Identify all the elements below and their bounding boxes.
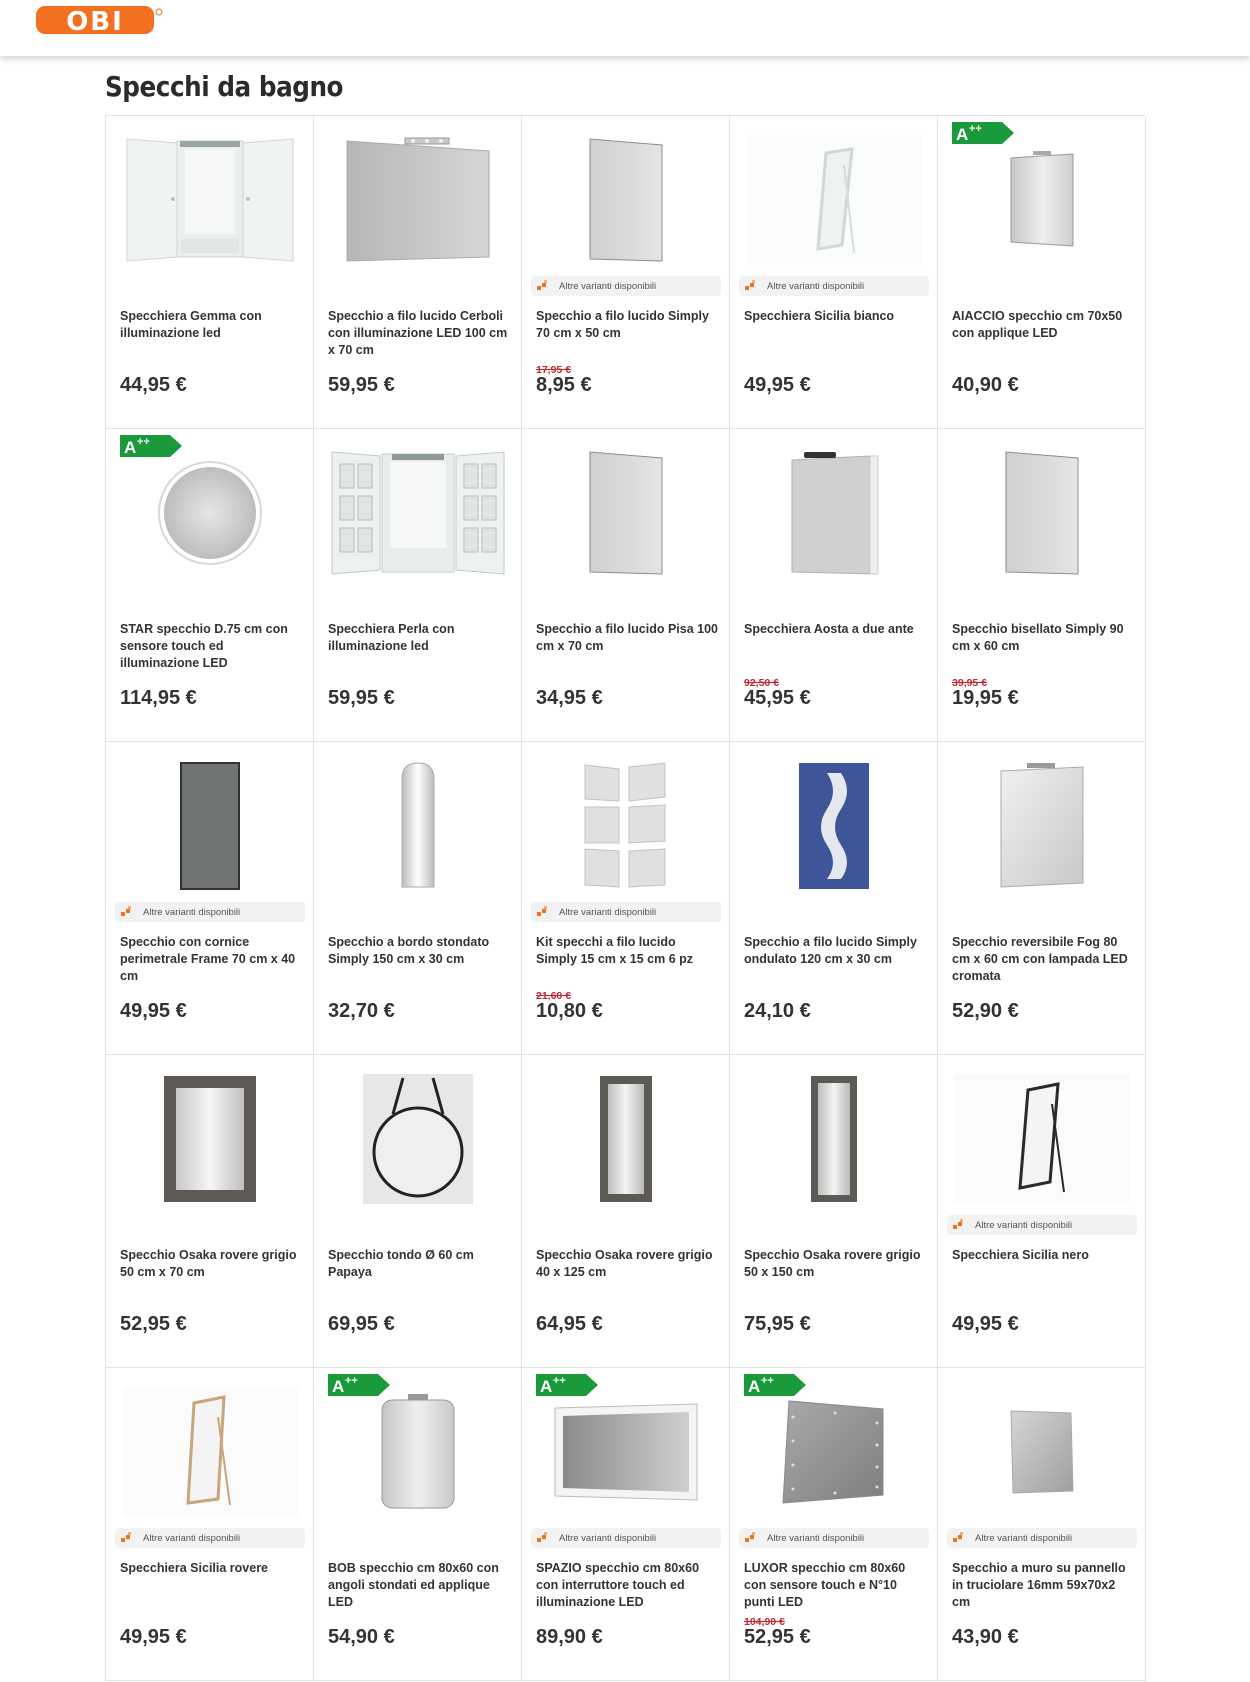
product-price: 52,90 € [952, 1000, 1019, 1022]
svg-text:++: ++ [345, 1375, 358, 1387]
product-image[interactable] [744, 1067, 924, 1210]
product-image[interactable] [328, 128, 508, 271]
product-name[interactable]: Specchiera Sicilia nero [952, 1248, 1089, 1262]
svg-text:OBI: OBI [66, 7, 124, 36]
product-image[interactable] [536, 128, 716, 271]
old-price: 104,90 € [744, 1616, 785, 1628]
product-price: 59,95 € [328, 687, 395, 709]
product-image[interactable] [536, 754, 716, 897]
svg-text:A: A [332, 1377, 345, 1396]
product-price: 59,95 € [328, 374, 395, 396]
svg-text:++: ++ [137, 436, 150, 448]
product-card[interactable] [938, 1368, 1146, 1681]
variants-badge[interactable] [531, 902, 721, 922]
variants-text: Altre varianti disponibili [143, 906, 241, 918]
product-card[interactable] [938, 742, 1146, 1055]
product-card[interactable] [106, 1055, 314, 1368]
product-price: 49,95 € [952, 1313, 1019, 1335]
product-name[interactable]: Specchio a bordo stondato Simply 150 cm x 30 cm [328, 935, 490, 966]
product-card[interactable] [938, 116, 1146, 429]
product-price: 45,95 € [744, 687, 811, 709]
product-image[interactable] [536, 1067, 716, 1210]
variants-text: Altre varianti disponibili [975, 1532, 1073, 1544]
variants-text: Altre varianti disponibili [143, 1532, 241, 1544]
site-header [0, 0, 1250, 56]
product-name[interactable]: Specchio a filo lucido Simply 70 cm x 50 cm [536, 309, 709, 340]
product-name[interactable]: Specchio tondo Ø 60 cm Papaya [328, 1248, 474, 1279]
product-name[interactable]: Specchiera Perla con illuminazione led [328, 622, 455, 653]
product-card[interactable] [730, 1368, 938, 1681]
product-name[interactable]: AIACCIO specchio cm 70x50 con applique LED [952, 309, 1123, 340]
product-name[interactable]: Specchiera Sicilia bianco [744, 309, 895, 323]
product-grid [105, 115, 1145, 1681]
variants-icon [537, 280, 548, 291]
variants-icon [537, 1532, 548, 1543]
old-price: 92,50 € [744, 677, 780, 689]
variants-icon [953, 1532, 964, 1543]
variants-text: Altre varianti disponibili [975, 1219, 1073, 1231]
product-card[interactable] [522, 116, 730, 429]
product-price: 114,95 € [120, 687, 197, 709]
product-card[interactable] [314, 429, 522, 742]
product-price: 34,95 € [536, 687, 603, 709]
product-image[interactable] [120, 128, 300, 271]
product-image[interactable] [744, 754, 924, 897]
product-card[interactable] [106, 116, 314, 429]
product-image[interactable] [952, 128, 1132, 271]
product-name[interactable]: Specchio a filo lucido Cerboli con illuminazione LED 100 cm x 70 cm [328, 309, 508, 357]
svg-text:A: A [124, 438, 137, 457]
product-card[interactable] [314, 116, 522, 429]
product-name[interactable]: Specchio a filo lucido Pisa 100 cm x 70 cm [536, 622, 719, 653]
old-price: 17,95 € [536, 364, 572, 376]
product-name[interactable]: STAR specchio D.75 cm con sensore touch ed illuminazione LED [120, 622, 288, 670]
product-card[interactable] [730, 116, 938, 429]
product-name[interactable]: Specchio Osaka rovere grigio 40 x 125 cm [536, 1248, 713, 1279]
product-name[interactable]: Specchio a muro su pannello in truciolare 16mm 59x70x2 cm [952, 1561, 1126, 1609]
product-image[interactable] [952, 1380, 1132, 1523]
product-name[interactable]: Specchiera Aosta a due ante [744, 622, 914, 636]
product-card[interactable] [938, 1055, 1146, 1368]
product-price: 40,90 € [952, 374, 1019, 396]
product-card[interactable] [522, 1368, 730, 1681]
product-price: 10,80 € [536, 1000, 603, 1022]
product-name[interactable]: Specchio a filo lucido Simply ondulato 120 cm x 30 cm [744, 935, 917, 966]
product-image[interactable] [120, 1380, 300, 1523]
product-card[interactable] [730, 742, 938, 1055]
product-name[interactable]: Specchio bisellato Simply 90 cm x 60 cm [952, 622, 1124, 653]
variants-text: Altre varianti disponibili [559, 1532, 657, 1544]
product-name[interactable]: Specchiera Gemma con illuminazione led [120, 309, 262, 340]
product-price: 89,90 € [536, 1626, 603, 1648]
variants-icon [537, 906, 548, 917]
product-price: 52,95 € [744, 1626, 811, 1648]
variants-icon [953, 1219, 964, 1230]
product-card[interactable] [106, 742, 314, 1055]
svg-text:++: ++ [761, 1375, 774, 1387]
variants-badge[interactable] [739, 276, 929, 296]
product-name[interactable]: Specchio Osaka rovere grigio 50 x 150 cm [744, 1248, 921, 1279]
variants-badge[interactable] [947, 1528, 1137, 1548]
product-price: 52,95 € [120, 1313, 187, 1335]
product-image[interactable] [952, 1067, 1132, 1210]
product-image[interactable] [328, 1380, 508, 1523]
product-image[interactable] [536, 1380, 716, 1523]
variants-icon [121, 1532, 132, 1543]
product-image[interactable] [744, 441, 924, 584]
product-card[interactable] [522, 1055, 730, 1368]
variants-text: Altre varianti disponibili [767, 280, 865, 292]
product-image[interactable] [328, 754, 508, 897]
energy-label-icon [952, 122, 1014, 144]
energy-label-icon [744, 1374, 806, 1396]
product-name[interactable]: Specchio Osaka rovere grigio 50 cm x 70 cm [120, 1248, 297, 1279]
energy-label-icon [120, 435, 182, 457]
product-price: 69,95 € [328, 1313, 395, 1335]
product-image[interactable] [536, 441, 716, 584]
variants-badge[interactable] [947, 1215, 1137, 1235]
variants-icon [745, 1532, 756, 1543]
product-card[interactable] [106, 429, 314, 742]
product-price: 43,90 € [952, 1626, 1019, 1648]
product-price: 49,95 € [120, 1626, 187, 1648]
product-card[interactable] [938, 429, 1146, 742]
product-image[interactable] [120, 1067, 300, 1210]
variants-icon [121, 906, 132, 917]
product-price: 64,95 € [536, 1313, 603, 1335]
product-image[interactable] [120, 754, 300, 897]
page-title: Specchi da bagno [105, 70, 344, 103]
product-name[interactable]: Kit specchi a filo lucido Simply 15 cm x 15 cm 6 pz [536, 935, 694, 966]
old-price: 21,60 € [536, 990, 572, 1002]
product-price: 44,95 € [120, 374, 187, 396]
product-image[interactable] [744, 128, 924, 271]
product-name[interactable]: Specchio reversibile Fog 80 cm x 60 cm con lampada LED cromata [952, 935, 1128, 983]
product-image[interactable] [328, 1067, 508, 1210]
product-price: 8,95 € [536, 374, 592, 396]
product-name[interactable]: Specchio con cornice perimetrale Frame 70 cm x 40 cm [120, 935, 296, 983]
svg-text:A: A [956, 125, 969, 144]
product-price: 49,95 € [744, 374, 811, 396]
variants-text: Altre varianti disponibili [767, 1532, 865, 1544]
product-card[interactable] [314, 1055, 522, 1368]
product-price: 24,10 € [744, 1000, 811, 1022]
product-card[interactable] [314, 1368, 522, 1681]
product-image[interactable] [952, 754, 1132, 897]
product-price: 54,90 € [328, 1626, 395, 1648]
energy-label-icon [328, 1374, 390, 1396]
svg-text:++: ++ [553, 1375, 566, 1387]
product-card[interactable] [730, 429, 938, 742]
product-image[interactable] [744, 1380, 924, 1523]
product-card[interactable] [106, 1368, 314, 1681]
svg-text:A: A [748, 1377, 761, 1396]
product-name[interactable]: LUXOR specchio cm 80x60 con sensore touch e N°10 punti LED [744, 1561, 906, 1609]
variants-icon [745, 280, 756, 291]
variants-badge[interactable] [531, 1528, 721, 1548]
product-card[interactable] [730, 1055, 938, 1368]
product-price: 49,95 € [120, 1000, 187, 1022]
product-price: 19,95 € [952, 687, 1019, 709]
product-name[interactable]: BOB specchio cm 80x60 con angoli stondati ed applique LED [328, 1561, 499, 1609]
svg-text:++: ++ [969, 123, 982, 135]
obi-logo[interactable] [34, 4, 164, 36]
product-image[interactable] [952, 441, 1132, 584]
product-price: 75,95 € [744, 1313, 811, 1335]
product-name[interactable]: SPAZIO specchio cm 80x60 con interruttore touch ed illuminazione LED [536, 1561, 700, 1609]
variants-badge[interactable] [115, 902, 305, 922]
energy-label-icon [536, 1374, 598, 1396]
product-image[interactable] [120, 441, 300, 584]
old-price: 39,95 € [952, 677, 988, 689]
svg-text:A: A [540, 1377, 553, 1396]
variants-text: Altre varianti disponibili [559, 906, 657, 918]
product-card[interactable] [522, 742, 730, 1055]
product-card[interactable] [522, 429, 730, 742]
product-price: 32,70 € [328, 1000, 395, 1022]
variants-text: Altre varianti disponibili [559, 280, 657, 292]
product-name[interactable]: Specchiera Sicilia rovere [120, 1561, 269, 1575]
product-card[interactable] [314, 742, 522, 1055]
variants-badge[interactable] [531, 276, 721, 296]
variants-badge[interactable] [739, 1528, 929, 1548]
product-image[interactable] [328, 441, 508, 584]
variants-badge[interactable] [115, 1528, 305, 1548]
